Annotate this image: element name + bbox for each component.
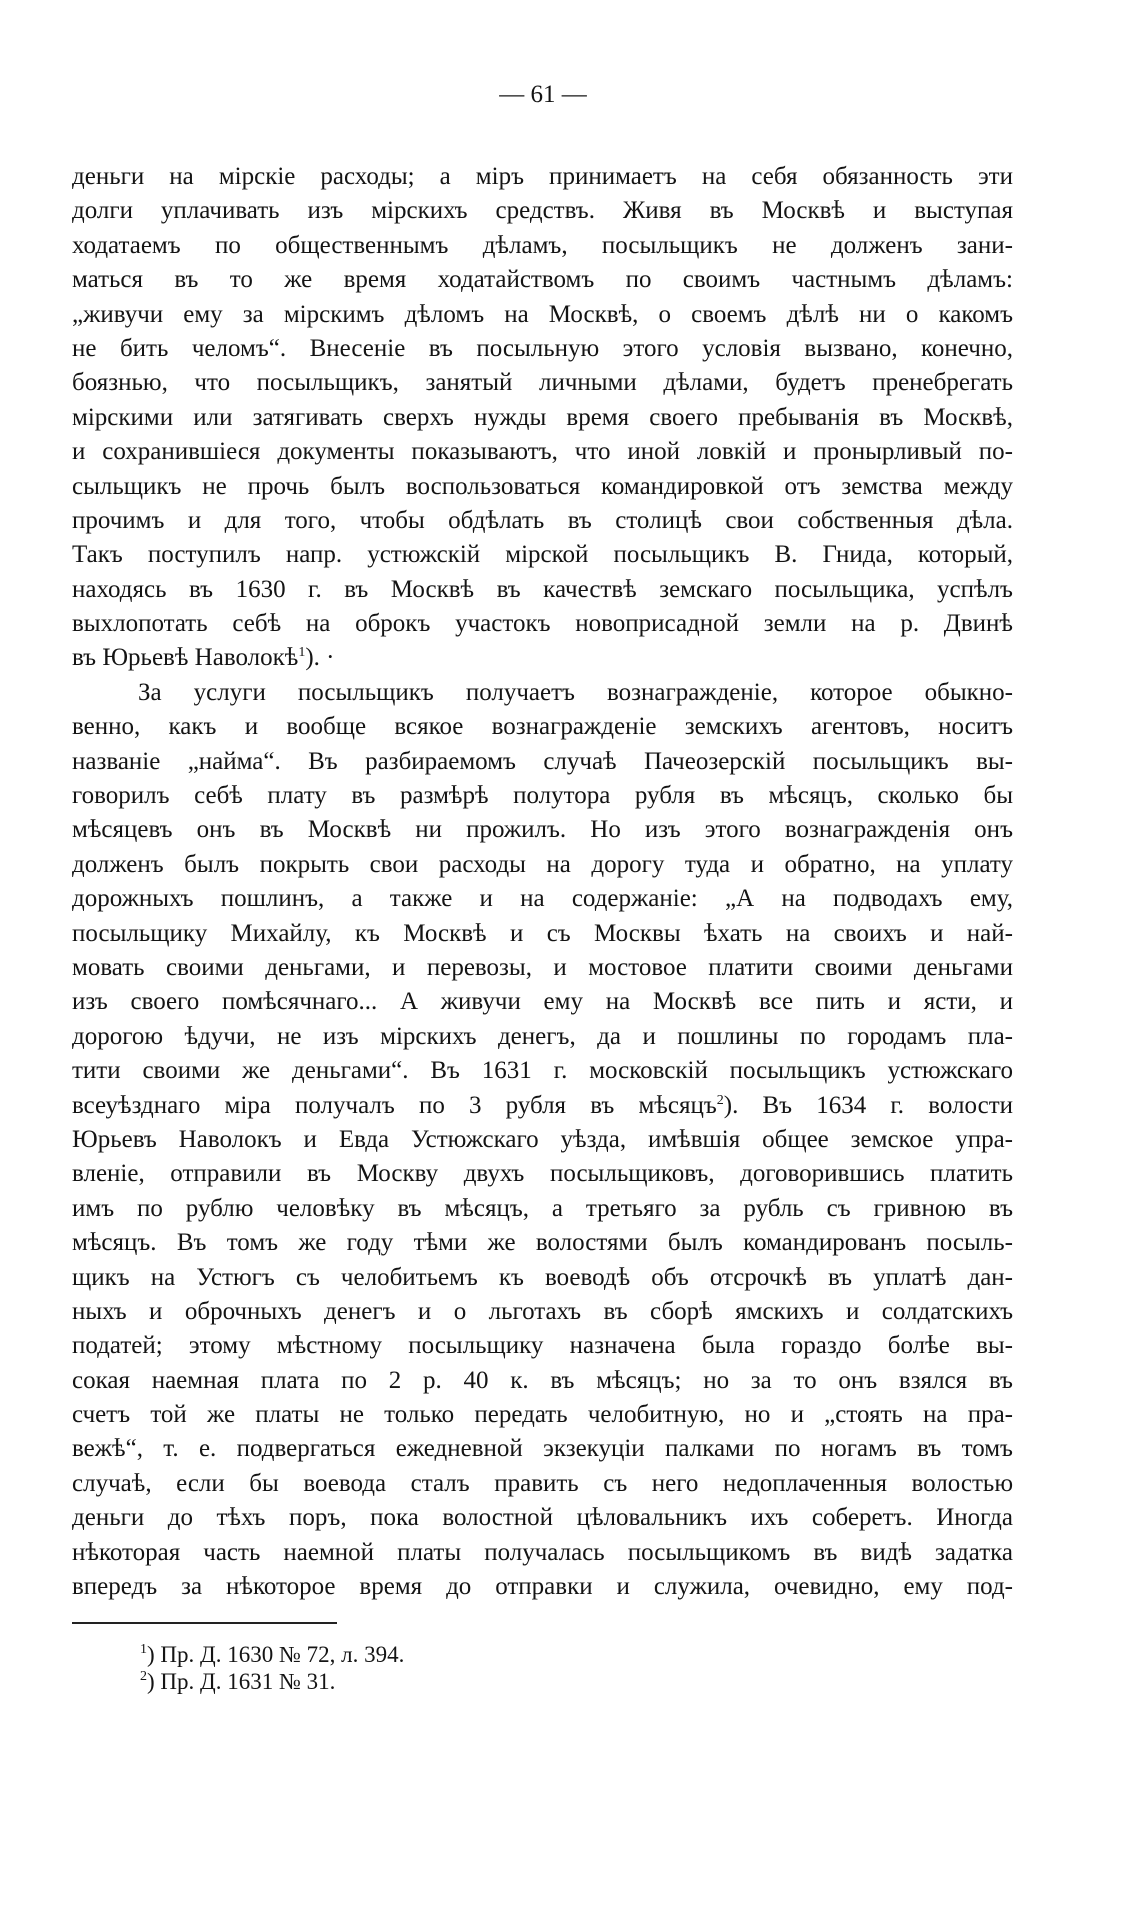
line-text: впередъ за нѣкоторое время до отправки и служила, очевидно, ему под- xyxy=(72,1573,1013,1601)
text-line xyxy=(72,1020,1013,1054)
text-line xyxy=(72,1192,1013,1226)
text-line xyxy=(72,1432,1013,1466)
line-text: тити своими же деньгами“. Въ 1631 г. московскій посыльщикъ устюжскаго xyxy=(72,1057,1013,1085)
line-text: деньги на мірскіе расходы; а міръ принимаетъ на себя обязанность эти xyxy=(72,163,1013,190)
text-line xyxy=(72,1364,1013,1398)
line-text: венно, какъ и вообще всякое вознагражденіе земскихъ агентовъ, носитъ xyxy=(72,713,1013,741)
text-line-content xyxy=(72,848,1013,882)
line-text: Юрьевъ Наволокъ и Евда Устюжскаго уѣзда, имѣвшія общее земское упра- xyxy=(72,1125,1013,1153)
line-text: не бить челомъ“. Внесеніе въ посыльную этого условія вызвано, конечно, xyxy=(72,334,1013,362)
text-line-content xyxy=(72,1570,1013,1604)
text-line-content xyxy=(72,1157,1013,1191)
line-text: изъ своего помѣсячнаго... А живучи ему на Москвѣ все пить и ясти, и xyxy=(72,988,1013,1016)
line-text: находясь въ 1630 г. въ Москвѣ въ качествѣ земскаго посыльщика, успѣлъ xyxy=(72,575,1013,603)
footnote-marker: 2 xyxy=(140,1669,147,1684)
text-line xyxy=(72,1261,1013,1295)
text-line-content xyxy=(72,401,1013,435)
line-text: мірскими или затягивать сверхъ нужды время своего пребыванія въ Москвѣ, xyxy=(72,403,1013,431)
text-line xyxy=(72,1089,1013,1123)
line-text: нѣкоторая часть наемной платы получалась посыльщикомъ въ видѣ задатка xyxy=(72,1538,1013,1566)
line-text: названіе „найма“. Въ разбираемомъ случаѣ Пачеозерскій посыльщикъ вы- xyxy=(72,747,1013,775)
text-line-content xyxy=(72,263,1013,297)
text-line xyxy=(72,607,1013,641)
line-text: деньги до тѣхъ поръ, пока волостной цѣловальникъ ихъ соберетъ. Иногда xyxy=(72,1504,1013,1532)
line-text: ходатаемъ по общественнымъ дѣламъ, посыльщикъ не долженъ зани- xyxy=(72,231,1013,259)
line-text: счетъ той же платы не только передать челобитную, но и „стоять на пра- xyxy=(72,1401,1013,1429)
text-line-content xyxy=(72,229,1013,263)
text-line-content xyxy=(72,298,1013,332)
text-line-content xyxy=(72,1089,1013,1123)
text-line-content xyxy=(72,470,1013,504)
text-line xyxy=(72,951,1013,985)
text-line xyxy=(72,401,1013,435)
line-text: податей; этому мѣстному посыльщику назначена была гораздо болѣе вы- xyxy=(72,1332,1013,1360)
text-line-content xyxy=(72,1295,1013,1329)
body-text xyxy=(72,160,1013,1604)
text-line xyxy=(72,470,1013,504)
text-line-content xyxy=(72,1398,1013,1432)
text-line xyxy=(72,985,1013,1019)
text-line-content xyxy=(72,779,1013,813)
line-text: дорогою ѣдучи, не изъ мірскихъ денегъ, да и пошлины по городамъ пла- xyxy=(72,1022,1013,1050)
text-line-content xyxy=(72,1536,1013,1570)
text-line-content xyxy=(72,882,1013,916)
line-text: всеуѣзднаго міра получалъ по 3 рубля въ мѣсяцъ xyxy=(72,1091,717,1119)
footnote-divider xyxy=(72,1622,337,1624)
text-line xyxy=(72,917,1013,951)
text-line xyxy=(72,573,1013,607)
text-line-content xyxy=(72,641,335,675)
text-line xyxy=(72,263,1013,297)
text-line-content xyxy=(72,194,1013,228)
line-text: дорожныхъ пошлинъ, а также и на содержаніе: „А на подводахъ ему, xyxy=(72,885,1013,913)
text-line-content xyxy=(72,917,1013,951)
text-line xyxy=(72,160,1013,194)
text-line-content xyxy=(72,538,1013,572)
line-text: выхлопотать себѣ на оброкъ участокъ новоприсадной земли на р. Двинѣ xyxy=(72,610,1013,638)
line-text: вежѣ“, т. е. подвергаться ежедневной экзекуціи палками по ногамъ въ томъ xyxy=(72,1435,1013,1463)
text-line xyxy=(72,1123,1013,1157)
text-line-content xyxy=(72,1329,1013,1363)
footnotes xyxy=(140,1641,404,1695)
text-line xyxy=(72,641,1013,675)
text-line-content xyxy=(72,1226,1013,1260)
text-line xyxy=(72,813,1013,847)
text-line-content xyxy=(72,1192,1013,1226)
line-text: мѣсяцевъ онъ въ Москвѣ ни прожилъ. Но изъ этого вознагражденія онъ xyxy=(72,816,1013,844)
text-line-content xyxy=(72,573,1013,607)
text-line xyxy=(72,194,1013,228)
text-line xyxy=(72,848,1013,882)
text-line xyxy=(72,882,1013,916)
line-text: мѣсяцъ. Въ томъ же году тѣми же волостями былъ командированъ посыль- xyxy=(72,1229,1013,1257)
text-line xyxy=(72,710,1013,744)
line-text: „живучи ему за мірскимъ дѣломъ на Москвѣ, о своемъ дѣлѣ ни о какомъ xyxy=(72,300,1013,328)
text-line-content xyxy=(72,1501,1013,1535)
text-line-content xyxy=(138,676,1013,710)
text-line xyxy=(72,538,1013,572)
line-text: посыльщику Михайлу, къ Москвѣ и съ Москвы ѣхать на своихъ и най- xyxy=(72,919,1013,947)
text-line-content xyxy=(72,745,1013,779)
line-text: имъ по рублю человѣку въ мѣсяцъ, а третьяго за рубль съ гривною въ xyxy=(72,1194,1013,1222)
text-line xyxy=(72,1398,1013,1432)
footnote-marker: 1 xyxy=(140,1642,147,1657)
line-text: маться въ то же время ходатайствомъ по своимъ частнымъ дѣламъ: xyxy=(72,266,1013,294)
line-text: мовать своими деньгами, и перевозы, и мостовое платити своими деньгами xyxy=(72,953,1013,981)
footnote-text: ) Пр. Д. 1631 № 31. xyxy=(147,1669,336,1694)
line-text-tail: ). · xyxy=(305,644,335,672)
footnote-reference: 2 xyxy=(716,1092,724,1108)
text-line-content xyxy=(72,710,1013,744)
text-line-content xyxy=(72,504,1013,538)
text-line xyxy=(72,1295,1013,1329)
text-line-content xyxy=(72,1364,1013,1398)
line-text: сокая наемная плата по 2 р. 40 к. въ мѣсяцъ; но за то онъ взялся въ xyxy=(72,1366,1013,1394)
text-line xyxy=(72,1536,1013,1570)
text-line-content xyxy=(72,607,1013,641)
text-line-content xyxy=(72,160,1013,194)
text-line xyxy=(72,1054,1013,1088)
footnote xyxy=(140,1641,404,1668)
text-line xyxy=(72,504,1013,538)
text-line xyxy=(72,298,1013,332)
text-line xyxy=(72,229,1013,263)
text-line-content xyxy=(72,951,1013,985)
text-line-content xyxy=(72,1020,1013,1054)
text-line xyxy=(72,779,1013,813)
line-text: долженъ былъ покрыть свои расходы на дорогу туда и обратно, на уплату xyxy=(72,850,1013,878)
text-line xyxy=(72,676,1013,710)
footnote-reference: 1 xyxy=(298,645,306,661)
line-text: Такъ поступилъ напр. устюжскій мірской посыльщикъ В. Гнида, который, xyxy=(72,541,1013,569)
page-number: — 61 — xyxy=(499,81,587,108)
line-text: говорилъ себѣ плату въ размѣрѣ полутора рубля въ мѣсяцъ, сколько бы xyxy=(72,782,1013,810)
text-line-content xyxy=(72,1467,1013,1501)
line-text: въ Юрьевѣ Наволокѣ xyxy=(72,644,299,672)
line-text-tail: ). Въ 1634 г. волости xyxy=(723,1091,1013,1119)
text-line xyxy=(72,745,1013,779)
line-text: долги уплачивать изъ мірскихъ средствъ. Живя въ Москвѣ и выступая xyxy=(72,197,1013,225)
line-text: боязнью, что посыльщикъ, занятый личными дѣлами, будетъ пренебрегать xyxy=(72,369,1013,397)
text-line-content xyxy=(72,813,1013,847)
line-text: вленіе, отправили въ Москву двухъ посыльщиковъ, договорившись платить xyxy=(72,1160,1013,1188)
text-line-content xyxy=(72,985,1013,1019)
text-line-content xyxy=(72,1054,1013,1088)
text-line xyxy=(72,1157,1013,1191)
text-line xyxy=(72,1329,1013,1363)
text-line xyxy=(72,1501,1013,1535)
line-text: За услуги посыльщикъ получаетъ вознагражденіе, которое обыкно- xyxy=(138,678,1013,706)
line-text: сыльщикъ не прочь былъ воспользоваться командировкой отъ земства между xyxy=(72,472,1013,500)
text-line-content xyxy=(72,1123,1013,1157)
text-line-content xyxy=(72,1432,1013,1466)
footnote xyxy=(140,1668,404,1695)
text-line xyxy=(72,366,1013,400)
text-line xyxy=(72,1226,1013,1260)
line-text: прочимъ и для того, чтобы обдѣлать въ столицѣ свои собственныя дѣла. xyxy=(72,506,1013,534)
text-line-content xyxy=(72,435,1013,469)
line-text: щикъ на Устюгъ съ челобитьемъ къ воеводѣ объ отсрочкѣ въ уплатѣ дан- xyxy=(72,1263,1013,1291)
line-text: случаѣ, если бы воевода сталъ править съ него недоплаченныя волостью xyxy=(72,1469,1013,1497)
text-line xyxy=(72,435,1013,469)
footnote-text: ) Пр. Д. 1630 № 72, л. 394. xyxy=(147,1642,405,1667)
text-line xyxy=(72,332,1013,366)
line-text: ныхъ и оброчныхъ денегъ и о льготахъ въ сборѣ ямскихъ и солдатскихъ xyxy=(72,1297,1013,1325)
text-line xyxy=(72,1467,1013,1501)
text-line-content xyxy=(72,366,1013,400)
text-line xyxy=(72,1570,1013,1604)
line-text: и сохранившіеся документы показываютъ, что иной ловкій и пронырливый по- xyxy=(72,438,1013,466)
text-line-content xyxy=(72,1261,1013,1295)
text-line-content xyxy=(72,332,1013,366)
